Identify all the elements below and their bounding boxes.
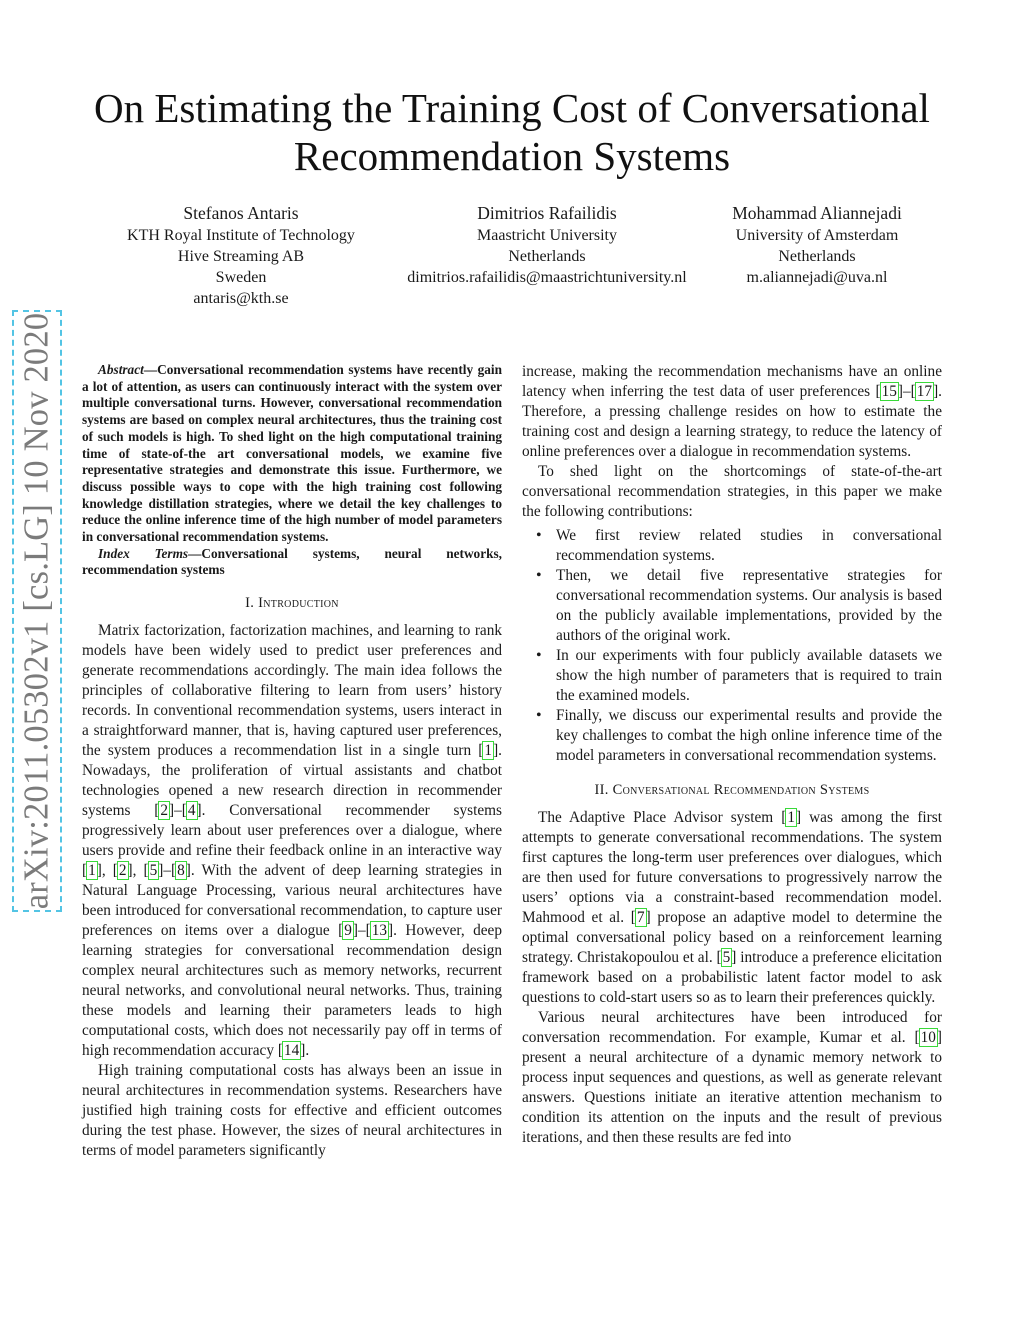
list-item: • Then, we detail five representative strategies for conversational recommendation systems. Our analysis is based on the publicly available implementations, provided by the authors of the original work. [556, 566, 942, 646]
index-terms-text: —Conversational systems, neural networks, recommendation systems [82, 545, 503, 578]
citation-link[interactable]: 1 [484, 742, 493, 760]
sec2-paragraph-1: The Adaptive Place Advisor system [1] was among the first attempts to generate conversational recommendations. The system first captures the long-term user preferences over dialogues, which are then used for future conversations to progressively narrow the users’ options via a constraint-based recommendation model. Mahmood et al. [7] propose an adaptive model to determine the optimal conversational policy based on a reinforcement learning strategy. Christakopoulou et al. [5] introduce a preference elicitation framework based on a probabilistic latent factor model to ask questions to cold-start users so as to learn their preferences quickly. [522, 809, 943, 1006]
citation-link[interactable]: 1 [787, 809, 795, 826]
author-block-2 [392, 201, 702, 288]
abstract-text: —Conversational recommendation systems have recently gain a lot of attention, as users can continuously interact with the system over multiple conversational turns. However, conversational recommendation systems are based on complex neural architectures, thus the training cost of such models is high. To shed light on the high computational training time of state-of-the art conversational models, we examine five representative strategies and demonstrate this issue. Furthermore, we discuss possible ways to cope with the high training cost following knowledge distillation strategies, where we detail the key challenges to reduce the online inference time of the high number of model parameters in conversational recommendation systems. [82, 362, 502, 545]
list-item: • In our experiments with four publicly available datasets we show the high number of parameters that is required to train the examined models. [556, 646, 942, 706]
citation-link[interactable]: 14 [283, 1042, 300, 1060]
left-column [82, 362, 502, 1161]
author-affiliation: University of Amsterdam [735, 227, 899, 244]
author-affiliation: KTH Royal Institute of Technology [127, 227, 355, 244]
citation-link[interactable]: 4 [187, 802, 196, 820]
author-name: Mohammad Aliannejadi [732, 203, 902, 223]
author-affiliation: Sweden [215, 269, 267, 286]
author-name: Stefanos Antaris [183, 203, 299, 223]
index-terms-label: Index Terms [98, 545, 189, 561]
citation-link[interactable]: 5 [722, 949, 731, 966]
author-block-1 [100, 201, 382, 309]
intro-paragraph-2-continued: increase, making the recommendation mechanisms have an online latency when inferring the test data of user preferences [15]–[17]. Therefore, a pressing challenge resides on how to estimate the training cost and design a learning strategy, to reduce the latency of online preferences over a dialogue in recommendation systems. [522, 363, 942, 460]
citation-link[interactable]: 5 [149, 862, 158, 880]
citation-link[interactable]: 1 [88, 862, 96, 880]
author-block-3 [712, 201, 922, 288]
sec2-paragraph-2: Various neural architectures have been introduced for conversation recommendation. For example, Kumar et al. [10] present a neural architecture of a dynamic memory network to process input sequences and questions, as well as generate relevant answers. Questions initiate an iterative attention mechanism to condition its attention on the inputs and the result of previous iterations, and then these results are fed into [522, 1009, 942, 1146]
citation-link[interactable]: 8 [177, 862, 185, 880]
intro-paragraph-1: Matrix factorization, factorization machines, and learning to rank models have been widely used to predict user preferences and generate recommendations accordingly. The main idea follows the principles of collaborative filtering to learn from users’ history records. In conventional recommendation systems, users interact in a straightforward manner, that is, having captured user preferences, the system produces a recommendation list in a single turn [1]. Nowadays, the proliferation of virtual assistants and chatbot technologies opened a new research direction in recommender systems [2]–[4]. Conversational recommender systems progressively learn about user preferences over a dialogue, where users provide and refine their feedback online in an interactive way [1], [2], [5]–[8]. With the advent of deep learning strategies in Natural Language Processing, various neural architectures have been introduced for conversational recommendation, to capture user preferences on items over a dialogue [9]–[13]. However, deep learning strategies for conversational recommendation design complex neural architectures such as memory networks, recurrent neural networks, and convolutional neural networks. Thus, training these models and learning their parameters leads to high computational costs, which does not necessarily pay off in terms of high recommendation accuracy [14]. [82, 622, 502, 1060]
paper-title-line-2: Recommendation Systems [293, 133, 731, 179]
index-terms [82, 546, 502, 579]
abstract [82, 362, 502, 546]
list-item: • We first review related studies in conversational recommendation systems. [556, 526, 942, 566]
section-heading-conversational-recommendation-systems: II. Conversational Recommendation Systems [594, 782, 870, 798]
abstract-label: Abstract [98, 362, 144, 377]
citation-link[interactable]: 17 [916, 383, 933, 400]
author-affiliation: Maastricht University [477, 227, 617, 244]
author-affiliation: Hive Streaming AB [177, 248, 305, 265]
author-affiliation: Netherlands [508, 248, 586, 265]
citation-link[interactable]: 10 [920, 1029, 936, 1046]
citation-link[interactable]: 2 [118, 862, 127, 880]
citation-link[interactable]: 2 [160, 802, 169, 820]
right-column [522, 362, 942, 1148]
intro-paragraph-3: To shed light on the shortcomings of state-of-the-art conversational recommendation strategies, in this paper we make the following contributions: [522, 463, 942, 520]
list-item: • Finally, we discuss our experimental results and provide the key challenges to combat the high online inference time of the model parameters in conversational recommendation systems. [556, 706, 942, 766]
author-email[interactable]: dimitrios.rafailidis@maastrichtuniversity.nl [407, 269, 687, 286]
contributions-list [522, 526, 942, 766]
arxiv-identifier-text: arXiv:2011.05302v1 [cs.LG] 10 Nov 2020 [17, 312, 56, 910]
section-heading-introduction: I. Introduction [245, 595, 339, 612]
intro-paragraph-2: High training computational costs has always been an issue in neural architectures in recommendation systems. Researchers have justified high training costs for effective and efficient outcomes during the test phase. However, the sizes of neural architectures in terms of model parameters significantly [82, 1062, 502, 1160]
citation-link[interactable]: 7 [636, 909, 645, 926]
author-email[interactable]: antaris@kth.se [193, 290, 289, 307]
author-affiliation: Netherlands [778, 248, 856, 265]
paper-title [60, 84, 964, 180]
paper-title-line-1: On Estimating the Training Cost of Conversational [94, 85, 930, 131]
author-email[interactable]: m.aliannejadi@uva.nl [746, 269, 888, 286]
author-name: Dimitrios Rafailidis [477, 203, 617, 223]
citation-link[interactable]: 13 [371, 922, 388, 940]
arxiv-identifier-stamp [14, 312, 60, 910]
citation-link[interactable]: 9 [344, 922, 352, 940]
citation-link[interactable]: 15 [881, 383, 897, 400]
